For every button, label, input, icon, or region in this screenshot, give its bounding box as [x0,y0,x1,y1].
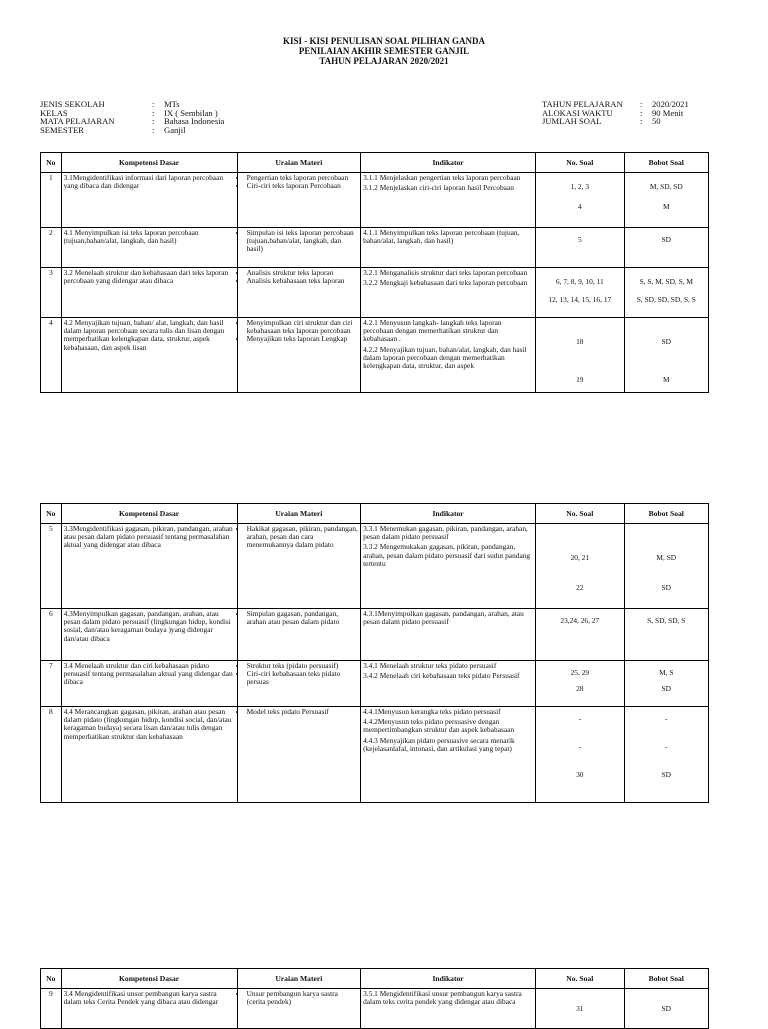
bobot-value: S, SD, SD, S [647,616,686,625]
row-number: 3 [41,268,62,318]
indikator [361,228,536,268]
kompetensi-dasar: 4.3Menyimpulkan gagasan, pandangan, arahan, atau pesan dalam pidato persuasif (lingkungan hidup, kondisi sosial, dan/atau keragaman budaya )yang didengar dan/atau dibaca [61,609,237,661]
uraian-materi [237,524,361,609]
info-label: TAHUN PELAJARAN [542,99,623,109]
row-number: 4 [41,318,62,393]
bobot-value: SD [661,337,671,346]
bobot-soal [624,609,708,661]
indikator-item: 3.5.1 Mengidentifikasi unsur pembangun karya sastra dalam teks cerita pendek yang didengar atau dibaca [363,989,522,1007]
soal-value: 20, 21 [570,553,590,562]
info-value: 90 Menit [652,107,684,118]
header-col-materi: Uraian Materi [237,153,361,173]
row-number: 5 [41,524,62,609]
indikator-item: 4.4.3 Menyajikan pidato persuasive secara menarik (kejelasanlafal, intonasi, dan artikulasi yang tepat) [363,735,515,753]
indikator [361,268,536,318]
bobot-value: SD [661,235,671,244]
indikator-item: 4.1.1 Menyimpulkan teks laporan percobaan (tujuan, bahan/alat, langkah, dan hasil) [363,228,520,246]
table-row [41,524,709,609]
bobot-value: M, S [659,668,674,677]
info-colon: : [152,107,155,118]
uraian-materi [237,318,361,393]
header-col-no-soal: No. Soal [536,969,625,989]
bobot-soal [624,989,708,1029]
info-value: MTs [164,99,180,109]
table-header-row [41,153,709,173]
kompetensi-dasar: 4.1 Menyimpulkan isi teks laporan percobaan (tujuan,bahan/alat, langkah, dan hasil) [61,228,237,268]
grid-table-1 [40,152,709,393]
bobot-value: SD [661,1004,671,1013]
indikator-item: 4.4.2Menyusun teks pidato persuasive dengan mempertimbangkan struktur dan aspek kebahasaan [363,717,515,735]
info-colon: : [640,99,643,109]
uraian-materi [237,707,361,803]
uraian-materi [237,173,361,228]
table-header-row [41,504,709,524]
bobot-value: S, S, M, SD, S, M [639,277,693,286]
info-row [542,117,689,126]
kompetensi-dasar: 4.4 Merancangkan gagasan, pikiran, arahan atau pesan dalam pidato (lingkungan hidup, kondisi social, dan/atau keragaman budaya) secara lisan dan/atau tulis dengan memperhatikan struktur dan kebahasaan [61,707,237,803]
indikator [361,173,536,228]
info-colon: : [152,99,155,109]
indikator-item: 4.4.1Menyusun kerangka teks pidato persuasif [363,707,501,716]
info-colon: : [640,116,643,127]
indikator [361,989,536,1029]
bobot-value: SD [661,684,671,694]
document-header [0,36,768,66]
info-colon: : [152,124,155,135]
materi-item: • Menyimpulkan ciri struktur dan ciri kebahasaan teks laporan percobaan [247,319,359,335]
no-soal [536,318,625,393]
materi-list [240,269,359,285]
bobot-value: - [665,714,668,723]
header-col-kompetensi: Kompetensi Dasar [61,153,237,173]
indikator-item: 3.1.1 Menjelaskan pengertian teks laporan percobaan [363,173,521,182]
kompetensi-dasar: 3.4 Menelaah struktur dan ciri kebahasaan pidato persuasif tentang permasalahan aktual yang didengar dan dibaca [61,661,237,707]
school-info-left [40,100,224,134]
header-col-bobot: Bobot Soal [624,969,708,989]
no-soal [536,228,625,268]
bobot-soal [624,661,708,707]
materi-list [240,990,359,1006]
materi-item: • Ciri-ciri kebahasaan teks pidato persuas [247,670,359,686]
bobot-value: SD [661,770,671,780]
uraian-materi [237,228,361,268]
materi-list [240,525,359,550]
indikator-item: 3.4.1 Menelaah struktur teks pidato persuasif [363,661,497,670]
info-label: KELAS [40,107,68,118]
bobot-soal [624,173,708,228]
indikator [361,707,536,803]
soal-value: 5 [577,235,582,244]
materi-list [240,708,359,716]
soal-value: 23,24, 26, 27 [560,616,600,625]
kompetensi-dasar: 3.3Mengidentifikasi gagasan, pikiran, pandangan, arahan atau pesan dalam pidato persuasif tentang permasalahan aktual yang didengar atau dibaca [61,524,237,609]
row-number: 8 [41,707,62,803]
table-row [41,318,709,393]
kompetensi-dasar: 4.2 Menyajikan tujuan, bahan/ alat, langkah, dan hasil dalam laporan percobaan secara tulis dan lisan dengan memperhatikan kelengkapan data, struktur, aspek kebahasaan, dan aspek lisan [61,318,237,393]
indikator [361,524,536,609]
soal-value: 30 [576,770,584,780]
header-col-kompetensi: Kompetensi Dasar [61,969,237,989]
info-label: JENIS SEKOLAH [40,99,105,109]
bobot-soal [624,228,708,268]
indikator [361,318,536,393]
info-value: IX ( Sembilan ) [164,107,218,118]
header-col-bobot: Bobot Soal [624,504,708,524]
header-col-materi: Uraian Materi [237,504,361,524]
table-row [41,989,709,1029]
materi-list [240,610,359,626]
table-row [41,661,709,707]
bobot-soal [624,707,708,803]
soal-value: 19 [576,375,584,385]
info-colon: : [152,116,155,127]
bobot-value: SD [661,583,671,593]
bobot-value: S, SD, SD, SD, S, S [636,295,696,305]
kompetensi-dasar: 3.4 Mengidentifikasi unsur pembangun karya sastra dalam teks Cerita Pendek yang dibaca atau didengar [61,989,237,1029]
info-value: 50 [652,116,661,127]
no-soal [536,609,625,661]
header-col-indikator: Indikator [361,153,536,173]
uraian-materi [237,661,361,707]
header-col-indikator: Indikator [361,969,536,989]
indikator-item: 3.2.1 Menganalisis struktur dari teks laporan percobaan [363,268,528,277]
header-col-no-soal: No. Soal [536,153,625,173]
row-number: 6 [41,609,62,661]
info-label: SEMESTER [40,124,84,135]
header-col-no: No [41,153,62,173]
soal-value: 18 [576,337,584,346]
header-col-kompetensi: Kompetensi Dasar [61,504,237,524]
row-number: 7 [41,661,62,707]
header-col-no: No [41,969,62,989]
header-year: TAHUN PELAJARAN 2020/2021 [319,56,449,66]
uraian-materi [237,609,361,661]
table-row [41,609,709,661]
kompetensi-dasar: 3.1Mengidentifikasi informasi dari laporan percobaan yang dibaca dan didengar [61,173,237,228]
bobot-value: M [662,202,670,212]
bobot-value: M [662,375,670,385]
soal-value: 4 [577,202,582,212]
soal-value: 22 [576,583,584,593]
bobot-soal [624,268,708,318]
materi-item: • Model teks pidato Persuasif [247,708,359,716]
grid-table-2 [40,503,709,803]
info-label: JUMLAH SOAL [542,116,602,127]
soal-value: 28 [576,684,584,694]
no-soal [536,989,625,1029]
uraian-materi [237,989,361,1029]
header-col-no-soal: No. Soal [536,504,625,524]
header-title: KISI - KISI PENULISAN SOAL PILIHAN GANDA [282,36,486,46]
materi-item: • Simpulan gagasan, pandangan, arahan atau pesan dalam pidato [247,610,359,626]
materi-item: • Simpulan isi teks laporan percobaan (tujuan,bahan/alat, langkah, dan hasil) [247,229,359,254]
soal-value: 31 [576,1004,584,1013]
soal-value: - [578,742,582,752]
info-value: Bahasa Indonesia [164,116,225,127]
soal-value: 6, 7, 8, 9, 10, 11 [555,277,604,286]
soal-value: 25, 29 [570,668,590,677]
no-soal [536,661,625,707]
row-number: 2 [41,228,62,268]
header-col-no: No [41,504,62,524]
header-subtitle: PENILAIAN AKHIR SEMESTER GANJIL [298,46,470,56]
bobot-value: - [665,742,668,752]
bobot-value: M, SD [656,553,677,562]
bobot-value: M, SD, SD [649,182,683,191]
no-soal [536,524,625,609]
soal-value: - [578,714,582,723]
info-label: ALOKASI WAKTU [542,107,613,118]
table-row [41,228,709,268]
bobot-soal [624,524,708,609]
indikator-item: 3.2.2 Mengkaji kebahasaan dari teks laporan percobaan [363,278,528,288]
header-col-bobot: Bobot Soal [624,153,708,173]
materi-item: • Analisis kebahasaan teks laporan [247,277,359,285]
indikator-item: 3.3.2 Mengemukakan gagasan, pikiran, pandangan, arahan, pesan dalam pidato persuasif dari sudut pandang tertentu [363,542,531,568]
grid-table-3 [40,968,709,1029]
materi-item: • Pengertian teks laporan percobaan [247,174,359,182]
indikator-item: 4.2.2 Menyajikan tujuan, bahan/alat, langkah, dan hasil dalam laporan percobaan dengan memerhatikan kelengkapan data, struktur, dan aspek [363,344,527,371]
materi-item: • Struktur teks (pidato persuasif) [247,662,359,670]
table-header-row [41,969,709,989]
uraian-materi [237,268,361,318]
header-col-indikator: Indikator [361,504,536,524]
info-colon: : [640,107,643,118]
table-row [41,707,709,803]
header-col-materi: Uraian Materi [237,969,361,989]
indikator [361,609,536,661]
materi-item: • Ciri-ciri teks laporan Percobaan [247,182,359,190]
no-soal [536,173,625,228]
materi-list [240,319,359,344]
info-row [40,126,224,135]
kompetensi-dasar: 3.2 Menelaah struktur dan kebahasaan dari teks laporan percobaan yang didengar atau dibaca [61,268,237,318]
indikator-item: 3.1.2 Menjelaskan ciri-ciri laporan hasil Percobaan [363,183,514,193]
info-value: Ganjil [164,124,186,135]
materi-list [240,662,359,687]
row-number: 1 [41,173,62,228]
indikator [361,661,536,707]
no-soal [536,268,625,318]
soal-value: 12, 13, 14, 15, 16, 17 [548,295,612,305]
soal-value: 1, 2, 3 [570,182,590,191]
materi-list [240,229,359,254]
materi-item: • Analisis struktur teks laporan [247,269,359,277]
table-row [41,173,709,228]
indikator-item: 3.3.1 Menemukan gagasan, pikiran, pandangan, arahan, pesan dalam pidato persuasif [363,524,528,542]
materi-list [240,174,359,190]
row-number: 9 [41,989,62,1029]
school-info-right [542,100,689,126]
indikator-item: 4.3.1Menyimpulkan gagasan, pandangan, arahan, atau pesan dalam pidato persuasif [363,609,524,627]
indikator-item: 4.2.1 Menyusun langkah- langkah teks laporan percobaan dengan memerhatikan struktur dan kebahasaan . [363,318,502,344]
table-row [41,268,709,318]
indikator-item: 3.4.2 Menelaah ciri kebahasaan teks pidato Persuasif [363,671,520,681]
info-label: MATA PELAJARAN [40,116,115,127]
materi-item: • Unsur pembangun karya sastra (cerita pendek) [247,990,359,1006]
bobot-soal [624,318,708,393]
no-soal [536,707,625,803]
materi-item: • Hakikat gagasan, pikiran, pandangan, arahan, pesan dan cara menemukannya dalam pidato [247,525,359,550]
info-value: 2020/2021 [652,99,689,109]
materi-item: • Menyajikan teks laporan Lengkap [247,335,359,343]
